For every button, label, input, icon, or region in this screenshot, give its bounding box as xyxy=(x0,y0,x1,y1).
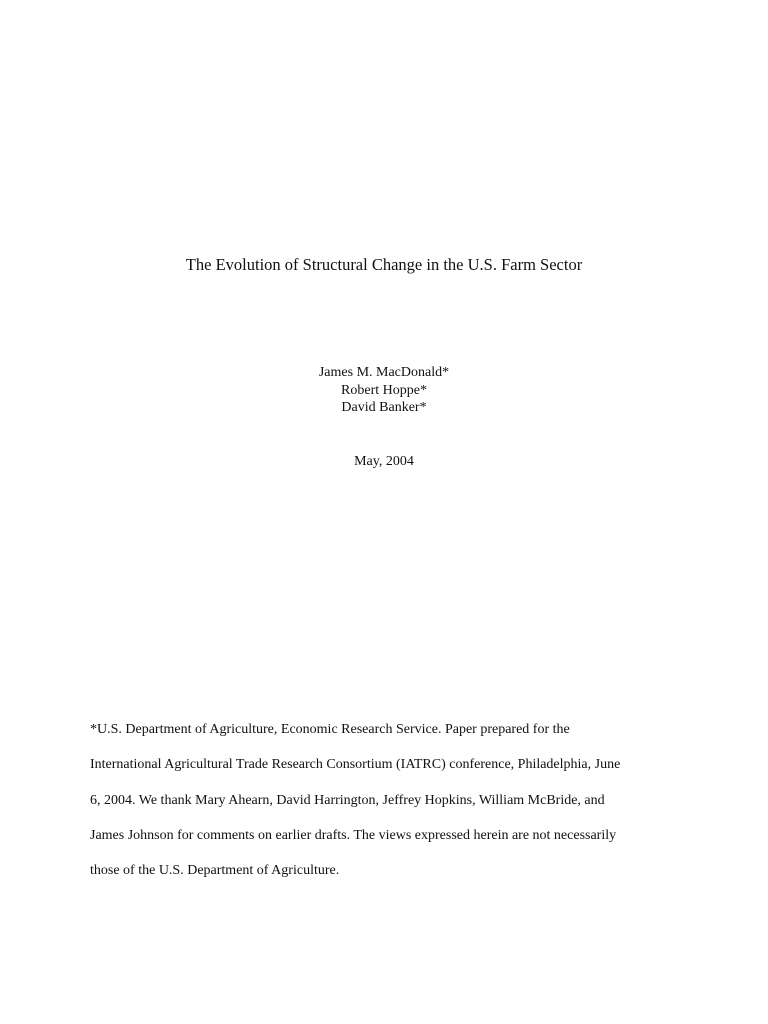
footnote-line: those of the U.S. Department of Agriculture. xyxy=(90,863,340,879)
footnote-line: *U.S. Department of Agriculture, Economic Research Service. Paper prepared for the xyxy=(90,722,570,737)
paper-title: The Evolution of Structural Change in the U.S. Farm Sector xyxy=(185,255,583,274)
author-name: James M. MacDonald* xyxy=(318,365,450,380)
publication-date: May, 2004 xyxy=(354,454,414,469)
author-name: David Banker* xyxy=(341,400,427,415)
footnote-line: James Johnson for comments on earlier drafts. The views expressed herein are not necessarily xyxy=(90,827,617,843)
footnote-line: International Agricultural Trade Research Consortium (IATRC) conference, Philadelphia, June xyxy=(90,757,621,773)
author-name: Robert Hoppe* xyxy=(341,382,427,398)
footnote-line: 6, 2004. We thank Mary Ahearn, David Harrington, Jeffrey Hopkins, William McBride, and xyxy=(90,792,605,808)
author-list xyxy=(0,364,768,417)
author-affiliation-footnote xyxy=(90,721,680,897)
